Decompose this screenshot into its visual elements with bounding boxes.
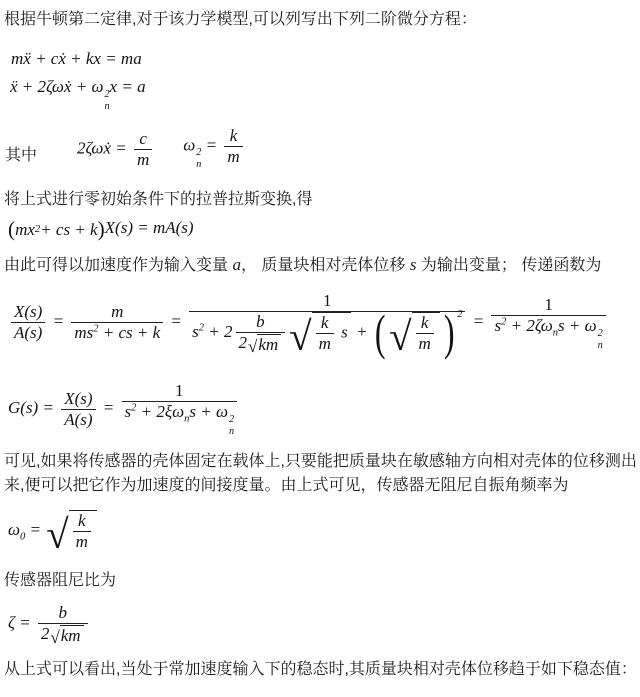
equation-normalized-form: ẍ + 2ζωẋ + ω 2 n x = a — [10, 77, 146, 112]
math-numerator: k — [420, 313, 429, 333]
math-denominator: m — [416, 333, 434, 354]
math-denominator: m — [224, 146, 242, 167]
radicand: km — [60, 625, 84, 646]
math-denominator: $s^2 + 2\zeta\omega_ns + \omega$ 2 n — [491, 315, 605, 352]
math-denominator: m — [316, 333, 334, 354]
math-sup: 2 — [104, 89, 110, 101]
math-denominator: $ms^2$ + cs + k — [71, 322, 163, 343]
radical-sign-icon: √ — [389, 313, 412, 359]
equation-damping-term: 2ζωẋ = $\frac{c}{m}$ — [77, 129, 155, 170]
paragraph-laplace: 将上式进行零初始条件下的拉普拉斯变换,得 — [4, 191, 313, 209]
math-supsub — [195, 147, 201, 170]
math-sup: 2 — [34, 224, 41, 236]
equation-g-of-s: G(s) = $\frac{X(s)}{A(s)}$ = 1 $s^2 + 2\xi\omega_ns + \omega$ 2 n — [8, 381, 638, 438]
math-sup: 2 — [501, 316, 507, 328]
equation-laplace-transform: ( mx 2 + cs + k ) X(s) = mA(s) — [8, 216, 194, 241]
math-fraction — [11, 302, 45, 343]
math-fraction — [416, 313, 434, 354]
equation-newton-second-law: mẍ + cẋ + kx = ma — [11, 49, 142, 68]
math-sup: 2 — [93, 323, 99, 335]
math-upright: 1 — [175, 380, 184, 400]
math-sub: 0 — [20, 531, 26, 543]
radical-sign-icon: √ — [248, 336, 258, 356]
math-sup: 2 — [198, 322, 205, 334]
math-denominator: 2 √ km — [38, 623, 88, 646]
math-fraction — [224, 126, 242, 167]
paren-body — [388, 312, 441, 359]
math-upright: 1 — [544, 294, 553, 314]
math-numerator: b — [58, 603, 67, 623]
left-paren: ( — [374, 305, 386, 360]
math-sup: 2 — [457, 309, 463, 321]
math-denominator: A(s) — [61, 409, 95, 430]
radicand — [412, 312, 440, 354]
math-fraction — [61, 389, 95, 430]
math-sub: n — [552, 327, 559, 339]
math-numerator — [122, 381, 238, 401]
where-definitions-row — [5, 126, 638, 171]
math-radical — [289, 312, 351, 359]
math-sup: 2 — [229, 413, 235, 425]
math-sub: n — [597, 339, 603, 351]
math-upright: 1 — [323, 291, 332, 311]
math-numerator: X(s) — [64, 388, 93, 408]
math-numerator: c — [139, 129, 147, 149]
paragraph-measurement-principle: 可见,如果将传感器的壳体固定在载体上,只要能把质量块在敏感轴方向相对壳体的位移测出来,便可以把它作为加速度的间接度量。由上式可见，传感器无阻尼自振角频率为 — [4, 453, 637, 495]
equation-undamped-natural-frequency: $\omega_0$ = √ $\frac{k}{m}$ — [8, 510, 638, 552]
paragraph-io-variables: 由此可得以加速度作为输入变量 a， 质量块相对壳体位移 s 为输出变量； 传递函数为 — [4, 255, 602, 275]
math-denominator: $s^2 + 2$ b 2 √ km √ $\frac{k}{m}$ s + ( √ $\frac{k}{m}$ ) 2 — [189, 311, 465, 355]
math-parens — [372, 305, 463, 360]
radicand: $\frac{k}{m}$ s — [312, 312, 351, 354]
equation-transfer-function: $\frac{X(s)}{A(s)}$ = $\frac{m}{ms^2 + cs + k}$ = 1 $s^2 + 2$ b 2 √ km √ $\frac{k}{m}$ s + ( √ $\frac{k}{m}$ ) 2 = 1 $s^2 + 2\zeta\omega_ns + \omega$ 2 n — [8, 291, 638, 355]
math-sub: n — [104, 100, 110, 112]
radical-sign-icon: √ — [289, 313, 312, 359]
math-fraction — [491, 295, 605, 352]
math-numerator: b — [256, 312, 265, 332]
math-sup: 2 — [131, 402, 137, 414]
math-numerator — [491, 295, 605, 315]
radical-sign-icon: √ — [50, 627, 60, 647]
radicand — [69, 510, 97, 552]
paren-body: mx 2 + cs + k — [15, 219, 98, 239]
math-fraction — [236, 312, 286, 355]
math-numerator: X(s) — [14, 302, 43, 322]
math-denominator: $s^2 + 2\xi\omega_ns + \omega$ 2 n — [122, 401, 238, 438]
math-supsub — [228, 414, 234, 437]
math-sub: n — [184, 413, 190, 425]
math-denominator: m — [73, 531, 91, 552]
right-paren: ) — [97, 216, 105, 241]
math-fraction — [122, 381, 238, 438]
equation-natural-frequency-term: ω 2 n = $\frac{k}{m}$ — [183, 126, 245, 171]
math-sub: n — [229, 425, 235, 437]
math-sub: n — [196, 158, 202, 170]
paragraph-intro: 根据牛顿第二定律,对于该力学模型,可以列写出下列二阶微分方程： — [4, 11, 477, 28]
paragraph-steady-state: 从上式可以看出,当处于常加速度输入下的稳态时,其质量块相对壳体位移趋于如下稳态值： — [4, 660, 637, 678]
math-numerator: k — [78, 511, 86, 531]
radicand: km — [257, 334, 281, 355]
inline-math-variable: a — [232, 255, 241, 275]
math-fraction — [71, 302, 163, 343]
math-sup: 2 — [597, 327, 603, 339]
math-fraction — [134, 129, 152, 170]
inline-math-variable: s — [409, 255, 417, 275]
math-numerator — [189, 291, 465, 311]
math-radical — [50, 625, 83, 646]
math-denominator: A(s) — [11, 322, 45, 343]
math-fraction — [189, 291, 465, 360]
math-supsub — [103, 89, 109, 112]
math-numerator: k — [320, 313, 329, 333]
where-label: 其中 — [5, 147, 38, 165]
math-numerator: m — [111, 302, 124, 322]
math-radical — [389, 312, 440, 359]
math-denominator: 2 √ km — [236, 332, 286, 355]
math-numerator: k — [229, 125, 238, 145]
left-paren: ( — [8, 216, 16, 241]
math-fraction — [38, 603, 88, 646]
math-fraction — [316, 313, 334, 354]
equation-damping-ratio: ζ = b 2 √ km — [8, 603, 638, 646]
right-paren: ) — [443, 305, 455, 360]
math-supsub — [597, 328, 603, 351]
paragraph-damping-ratio: 传感器阻尼比为 — [4, 572, 117, 590]
math-radical — [248, 334, 281, 355]
radical-sign-icon: √ — [46, 511, 69, 557]
math-denominator: m — [134, 149, 152, 170]
math-fraction — [73, 511, 91, 552]
math-sup: 2 — [196, 147, 202, 159]
